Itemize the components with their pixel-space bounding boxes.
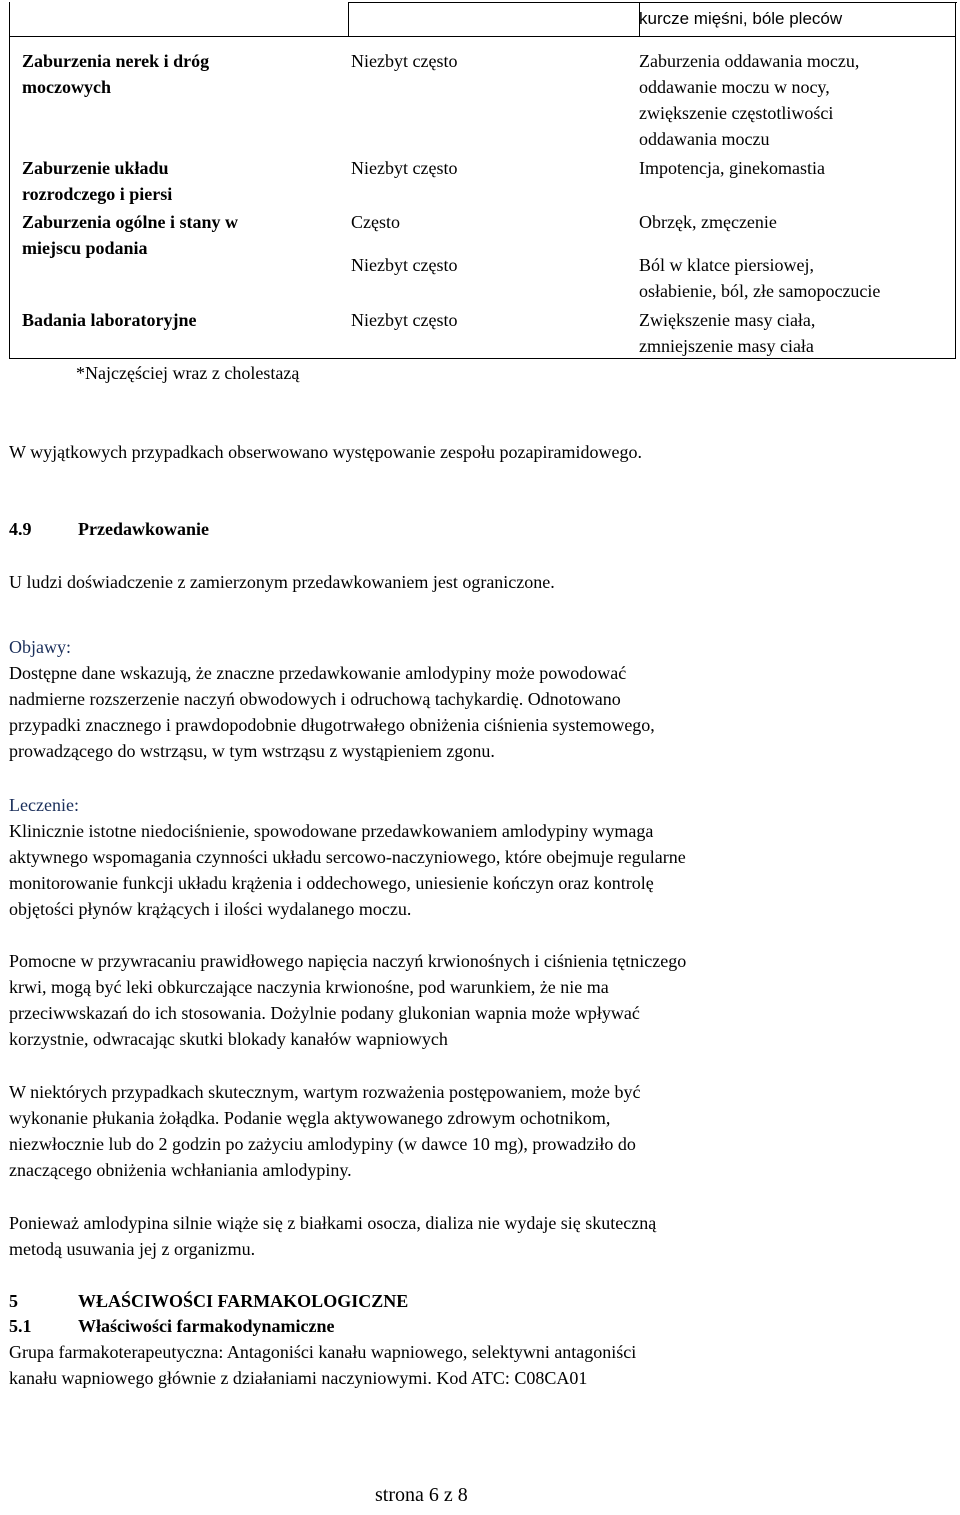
treatment-line-0: Klinicznie istotne niedociśnienie, spowodowane przedawkowaniem amlodypiny wymaga [9,821,654,841]
table-divider [10,36,955,37]
table-header-mid-cell [348,2,640,36]
row-2-effect-line-0: Obrzęk, zmęczenie [639,212,777,232]
symptoms-label: Objawy: [9,637,71,657]
symptoms-line-3: prowadzącego do wstrząsu, w tym wstrząsu z wystąpieniem zgonu. [9,741,495,761]
row-3-effect-line-1: osłabienie, ból, złe samopoczucie [639,281,881,301]
section-5-1-title: Właściwości farmakodynamiczne [78,1316,335,1336]
treatment-label: Leczenie: [9,795,79,815]
row-4-frequency: Niezbyt często [351,310,458,330]
table-footnote: *Najczęściej wraz z cholestazą [76,363,300,383]
row-1-category-line-0: Zaburzenie układu [22,158,169,178]
treatment-line-2: monitorowanie funkcji układu krążenia i oddechowego, uniesienie kończyn oraz kontrolę [9,873,654,893]
section-4-9-title: Przedawkowanie [78,519,209,539]
row-2-category-line-0: Zaburzenia ogólne i stany w [22,212,239,232]
lavage-line-0: W niektórych przypadkach skutecznym, wartym rozważenia postępowaniem, może być [9,1082,641,1102]
row-0-effect-line-2: zwiększenie częstotliwości [639,103,834,123]
section-5-1-number: 5.1 [9,1316,32,1336]
row-3-effect-line-0: Ból w klatce piersiowej, [639,255,814,275]
vasoconstrictor-line-1: krwi, mogą być leki obkurczające naczynia krwionośne, pod warunkiem, że nie ma [9,977,609,997]
row-1-category-line-1: rozrodczego i piersi [22,184,173,204]
table-top-right-text: kurcze mięśni, bóle pleców [639,9,843,28]
symptoms-line-1: nadmierne rozszerzenie naczyń obwodowych i odruchową tachykardię. Odnotowano [9,689,621,709]
vasoconstrictor-line-3: korzystnie, odwracając skutki blokady kanałów wapniowych [9,1029,448,1049]
treatment-line-3: objętości płynów krążących i ilości wydalanego moczu. [9,899,412,919]
section-5-number: 5 [9,1291,18,1311]
pharmaco-group-line-0: Grupa farmakoterapeutyczna: Antagoniści kanału wapniowego, selektywni antagoniści [9,1342,637,1362]
section-5-title: WŁAŚCIWOŚCI FARMAKOLOGICZNE [78,1291,409,1311]
treatment-line-1: aktywnego wspomagania czynności układu sercowo-naczyniowego, które obejmuje regularne [9,847,686,867]
row-0-frequency: Niezbyt często [351,51,458,71]
vasoconstrictor-line-2: przeciwwskazań do ich stosowania. Dożylnie podany glukonian wapnia może wpływać [9,1003,640,1023]
vasoconstrictor-line-0: Pomocne w przywracaniu prawidłowego napięcia naczyń krwionośnych i ciśnienia tętniczego [9,951,687,971]
page-number: strona 6 z 8 [375,1484,468,1506]
row-4-category-line-0: Badania laboratoryjne [22,310,197,330]
row-0-category-line-0: Zaburzenia nerek i dróg [22,51,210,71]
row-0-effect-line-1: oddawanie moczu w nocy, [639,77,830,97]
row-0-effect-line-3: oddawania moczu [639,129,770,149]
lavage-line-1: wykonanie płukania żołądka. Podanie węgla aktywowanego zdrowym ochotnikom, [9,1108,611,1128]
symptoms-line-2: przypadki znacznego i prawdopodobnie długotrwałego obniżenia ciśnienia systemowego, [9,715,655,735]
row-0-effect-line-0: Zaburzenia oddawania moczu, [639,51,860,71]
paragraph-overdose-experience: U ludzi doświadczenie z zamierzonym przedawkowaniem jest ograniczone. [9,572,555,592]
paragraph-extrapyramidal: W wyjątkowych przypadkach obserwowano występowanie zespołu pozapiramidowego. [9,442,642,462]
pharmaco-group-line-1: kanału wapniowego głównie z działaniami naczyniowymi. Kod ATC: C08CA01 [9,1368,588,1388]
row-2-frequency: Często [351,212,400,232]
row-2-category-line-1: miejscu podania [22,238,148,258]
dialysis-line-1: metodą usuwania jej z organizmu. [9,1239,256,1259]
row-4-effect-line-0: Zwiększenie masy ciała, [639,310,816,330]
adverse-effects-table [9,2,956,359]
row-4-effect-line-1: zmniejszenie masy ciała [639,336,814,356]
section-4-9-number: 4.9 [9,519,32,539]
dialysis-line-0: Ponieważ amlodypina silnie wiąże się z białkami osocza, dializa nie wydaje się skuteczną [9,1213,657,1233]
row-1-frequency: Niezbyt często [351,158,458,178]
lavage-line-2: niezwłocznie lub do 2 godzin po zażyciu amlodypiny (w dawce 10 mg), prowadziło do [9,1134,636,1154]
symptoms-line-0: Dostępne dane wskazują, że znaczne przedawkowanie amlodypiny może powodować [9,663,627,683]
row-1-effect-line-0: Impotencja, ginekomastia [639,158,825,178]
lavage-line-3: znaczącego obniżenia wchłaniania amlodypiny. [9,1160,352,1180]
row-3-frequency: Niezbyt często [351,255,458,275]
row-0-category-line-1: moczowych [22,77,111,97]
